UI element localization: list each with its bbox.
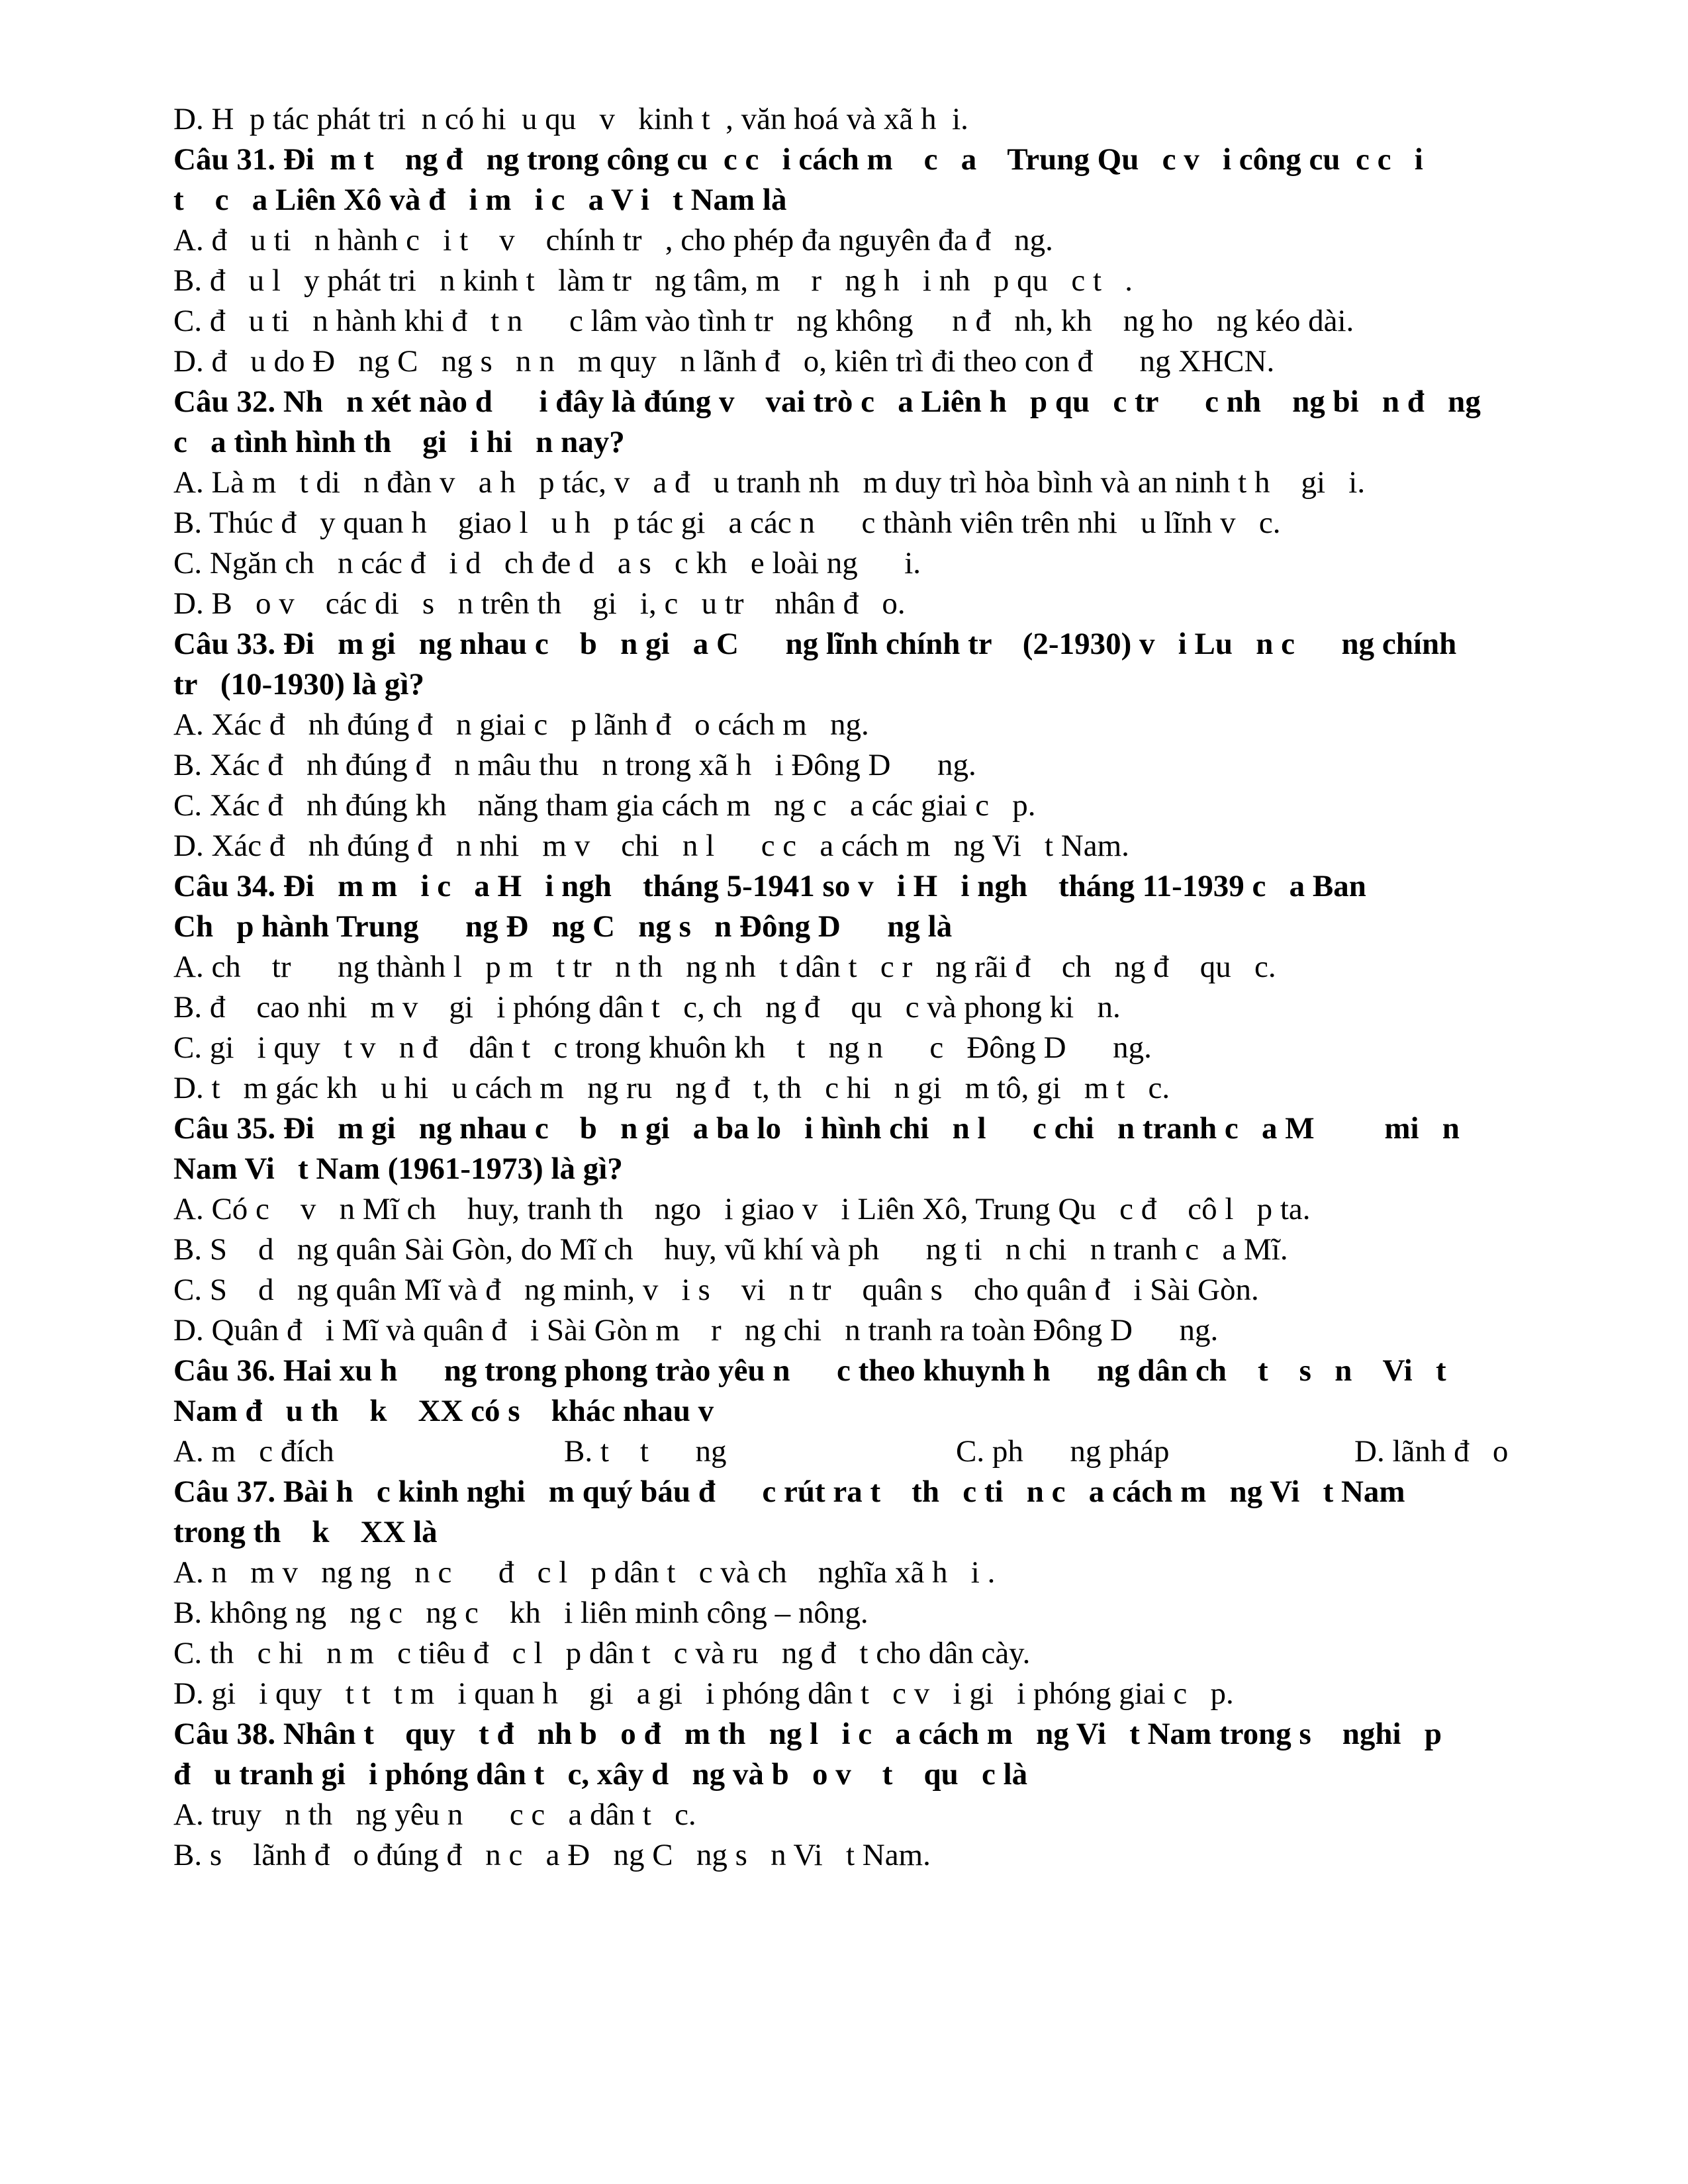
question-text-line: Ch p hành Trung ng Đ ng C ng s n Đông D ng là: [173, 909, 953, 944]
answer-option-line: D. Xác đ nh đúng đ n nhi m v chi n l c c a cách m ng Vi t Nam.: [173, 829, 1129, 863]
question-text-line: Câu 38. Nhân t quy t đ nh b o đ m th ng l i c a cách m ng Vi t Nam trong s nghi p: [173, 1717, 1442, 1751]
question-text-line: Câu 32. Nh n xét nào d i đây là đúng v vai trò c a Liên h p qu c tr c nh ng bi n đ ng: [173, 385, 1481, 419]
question-block-31-36: [173, 99, 1590, 1432]
answer-option-line: B. s lãnh đ o đúng đ n c a Đ ng C ng s n Vi t Nam.: [173, 1838, 931, 1872]
answer-option-line: C. Xác đ nh đúng kh năng tham gia cách m ng c a các giai c p.: [173, 788, 1036, 823]
question-text-line: Câu 31. Đi m t ng đ ng trong công cu c c i cách m c a Trung Qu c v i công cu c c i: [173, 142, 1423, 177]
question-text-line: Câu 36. Hai xu h ng trong phong trào yêu n c theo khuynh h ng dân ch t s n Vi t: [173, 1353, 1446, 1388]
question-text-line: t c a Liên Xô và đ i m i c a V i t Nam là: [173, 183, 787, 217]
question-text-line: Câu 35. Đi m gi ng nhau c b n gi a ba lo i hình chi n l c chi n tranh c a M mi n: [173, 1111, 1460, 1146]
answer-option-line: D. t m gác kh u hi u cách m ng ru ng đ t, th c hi n gi m tô, gi m t c.: [173, 1071, 1170, 1105]
answer-option-line: A. Xác đ nh đúng đ n giai c p lãnh đ o cách m ng.: [173, 707, 869, 742]
q36-options-row: [173, 1432, 1590, 1472]
answer-option-line: C. gi i quy t v n đ dân t c trong khuôn kh t ng n c Đông D ng.: [173, 1030, 1152, 1065]
question-text-line: trong th k XX là: [173, 1515, 438, 1549]
answer-option-line: D. đ u do Đ ng C ng s n n m quy n lãnh đ o, kiên trì đi theo con đ ng XHCN.: [173, 344, 1275, 379]
answer-option-line: C. đ u ti n hành khi đ t n c lâm vào tình tr ng không n đ nh, kh ng ho ng kéo dài.: [173, 304, 1354, 338]
q36-option-d: D. lãnh đ o: [1354, 1434, 1509, 1469]
answer-option-line: B. Xác đ nh đúng đ n mâu thu n trong xã h i Đông D ng.: [173, 748, 976, 782]
question-block-37-38: [173, 1472, 1590, 1876]
question-text-line: Nam đ u th k XX có s khác nhau v: [173, 1394, 714, 1428]
answer-option-line: C. S d ng quân Mĩ và đ ng minh, v i s vi n tr quân s cho quân đ i Sài Gòn.: [173, 1273, 1259, 1307]
answer-option-line: B. không ng ng c ng c kh i liên minh công – nông.: [173, 1596, 868, 1630]
question-text-line: Nam Vi t Nam (1961-1973) là gì?: [173, 1152, 623, 1186]
answer-option-line: C. th c hi n m c tiêu đ c l p dân t c và ru ng đ t cho dân cày.: [173, 1636, 1031, 1670]
answer-option-line: B. đ cao nhi m v gi i phóng dân t c, ch ng đ qu c và phong ki n.: [173, 990, 1121, 1024]
document-page: [173, 99, 1590, 1876]
question-text-line: Câu 37. Bài h c kinh nghi m quý báu đ c rút ra t th c ti n c a cách m ng Vi t Nam: [173, 1475, 1405, 1509]
q36-option-b: B. t t ng: [564, 1434, 727, 1469]
answer-option-line: C. Ngăn ch n các đ i d ch đe d a s c kh e loài ng i.: [173, 546, 921, 580]
question-text-line: Câu 33. Đi m gi ng nhau c b n gi a C ng lĩnh chính tr (2-1930) v i Lu n c ng chính: [173, 627, 1457, 661]
answer-option-line: A. n m v ng ng n c đ c l p dân t c và ch nghĩa xã h i .: [173, 1555, 996, 1590]
answer-option-line: A. ch tr ng thành l p m t tr n th ng nh t dân t c r ng rãi đ ch ng đ qu c.: [173, 950, 1276, 984]
answer-option-line: D. B o v các di s n trên th gi i, c u tr nhân đ o.: [173, 586, 906, 621]
question-text-line: c a tình hình th gi i hi n nay?: [173, 425, 625, 459]
answer-option-line: A. truy n th ng yêu n c c a dân t c.: [173, 1797, 696, 1832]
answer-option-line: B. S d ng quân Sài Gòn, do Mĩ ch huy, vũ khí và ph ng ti n chi n tranh c a Mĩ.: [173, 1232, 1288, 1267]
q36-option-a: A. m c đích: [173, 1434, 334, 1469]
answer-option-line: D. gi i quy t t t m i quan h gi a gi i phóng dân t c v i gi i phóng giai c p.: [173, 1676, 1234, 1711]
question-text-line: tr (10-1930) là gì?: [173, 667, 424, 702]
answer-option-line: D. H p tác phát tri n có hi u qu v kinh t , văn hoá và xã h i.: [173, 102, 968, 136]
answer-option-line: A. Là m t di n đàn v a h p tác, v a đ u tranh nh m duy trì hòa bình và an ninh t h gi i.: [173, 465, 1366, 500]
question-text-line: đ u tranh gi i phóng dân t c, xây d ng và b o v t qu c là: [173, 1757, 1028, 1792]
answer-option-line: B. Thúc đ y quan h giao l u h p tác gi a các n c thành viên trên nhi u lĩnh v c.: [173, 506, 1281, 540]
answer-option-line: A. Có c v n Mĩ ch huy, tranh th ngo i giao v i Liên Xô, Trung Qu c đ cô l p ta.: [173, 1192, 1311, 1226]
answer-option-line: A. đ u ti n hành c i t v chính tr , cho phép đa nguyên đa đ ng.: [173, 223, 1053, 257]
answer-option-line: D. Quân đ i Mĩ và quân đ i Sài Gòn m r ng chi n tranh ra toàn Đông D ng.: [173, 1313, 1219, 1347]
q36-option-c: C. ph ng pháp: [956, 1434, 1170, 1469]
question-text-line: Câu 34. Đi m m i c a H i ngh tháng 5-1941 so v i H i ngh tháng 11-1939 c a Ban: [173, 869, 1366, 903]
answer-option-line: B. đ u l y phát tri n kinh t làm tr ng tâm, m r ng h i nh p qu c t .: [173, 263, 1133, 298]
